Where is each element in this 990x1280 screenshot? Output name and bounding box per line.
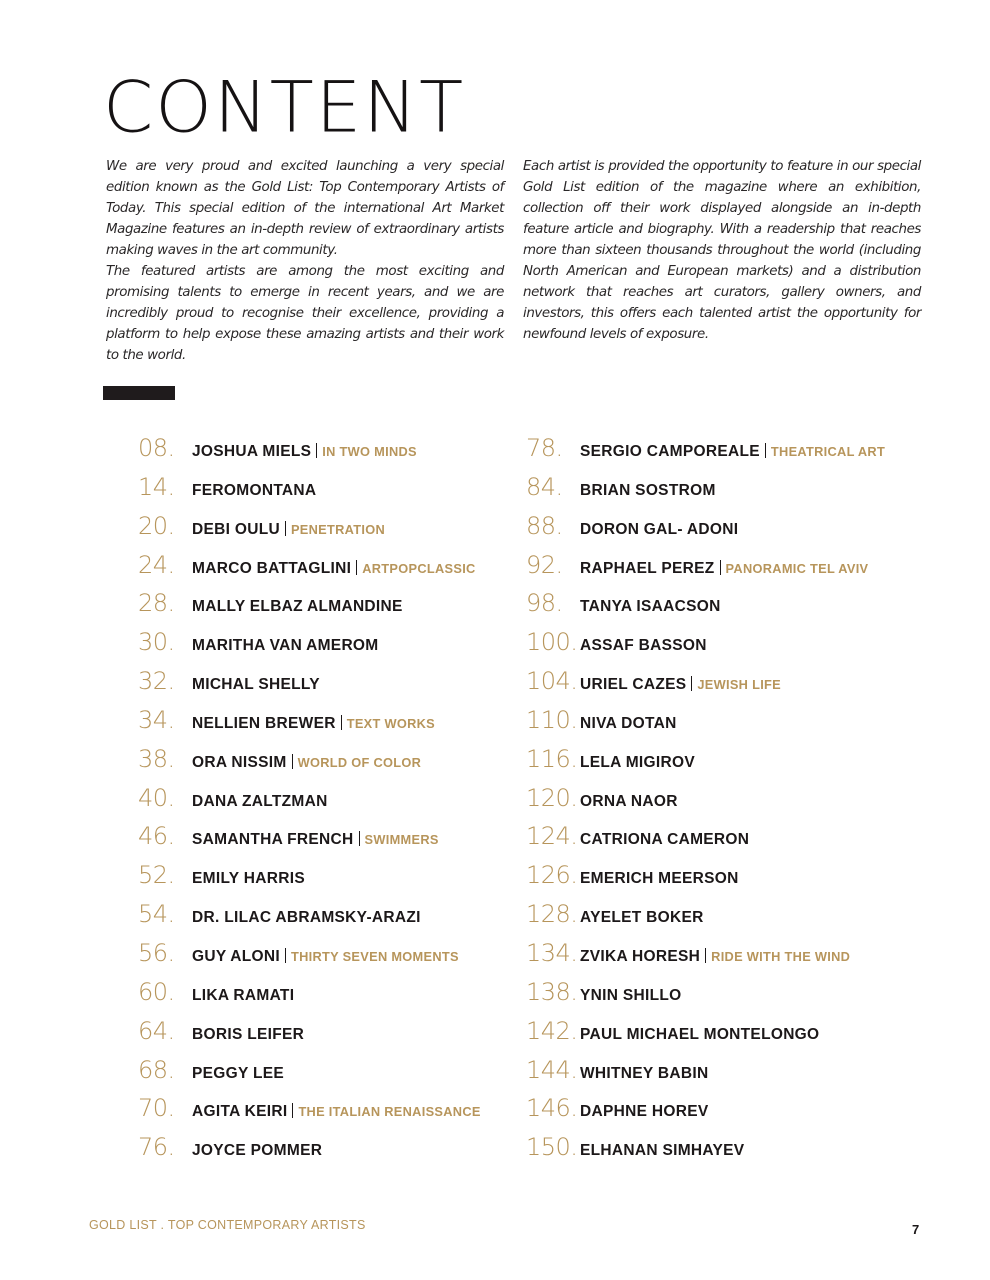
toc-separator <box>316 443 317 458</box>
toc-separator <box>285 521 286 536</box>
page-title: CONTENT <box>103 65 466 149</box>
toc-artist-name: RAPHAEL PEREZ <box>580 559 715 577</box>
toc-page-number: 34. <box>138 705 175 734</box>
toc-artist-name: SAMANTHA FRENCH <box>192 831 354 849</box>
toc-page-number: 78. <box>526 434 563 462</box>
toc-page-number: 68. <box>138 1055 175 1084</box>
toc-artist-name: GUY ALONI <box>192 947 280 965</box>
toc-page-number: 120. <box>526 783 578 812</box>
toc-entry[interactable] <box>526 822 966 861</box>
toc-artist-name: BORIS LEIFER <box>192 1025 305 1043</box>
toc-entry[interactable] <box>526 1094 966 1133</box>
toc-page-number: 146. <box>526 1094 578 1123</box>
toc-entry[interactable] <box>138 1056 578 1095</box>
toc-entry[interactable] <box>138 1094 578 1133</box>
toc-separator <box>691 676 692 691</box>
toc-artist-name: URIEL CAZES <box>580 676 687 694</box>
toc-page-number: 98. <box>526 589 563 618</box>
toc-artist-name: PEGGY LEE <box>192 1064 284 1082</box>
intro-paragraph: We are very proud and excited launching a very special edition known as the Gold List: Top Contemporary Artists of Today. This special edition of the international Art Market Magazine features an in-depth review of extraordinary artists making waves in the art community. <box>106 159 504 258</box>
toc-work-title: PANORAMIC TEL AVIV <box>725 560 869 576</box>
toc-artist-name: BRIAN SOSTROM <box>580 481 716 499</box>
toc-page-number: 40. <box>138 783 175 812</box>
toc-page-number: 144. <box>526 1055 578 1084</box>
toc-work-title: THEATRICAL ART <box>770 444 886 459</box>
toc-page-number: 142. <box>526 1016 578 1045</box>
toc-page-number: 20. <box>138 511 175 540</box>
toc-entry[interactable] <box>526 589 966 628</box>
toc-page-number: 54. <box>138 900 175 929</box>
toc-entry[interactable] <box>138 900 578 939</box>
toc-entry[interactable] <box>138 978 578 1017</box>
toc-separator <box>765 443 766 458</box>
toc-entry[interactable] <box>526 784 966 823</box>
toc-separator <box>341 715 342 730</box>
intro-paragraph: Each artist is provided the opportunity to feature in our special Gold List edition of the magazine where an exhibition, collection off their work displayed alongside an in-depth feature article and biography. With a readership that reaches more than sixteen thousands throughout the world (including North American and European markets) and a distribution network that reaches art curators, gallery owners, and investors, this offers each talented artist the opportunity for newfound levels of exposure. <box>523 159 921 342</box>
toc-artist-name: ASSAF BASSON <box>580 637 707 655</box>
toc-right-column <box>526 434 966 1172</box>
toc-artist-name: SERGIO CAMPOREALE <box>580 443 760 460</box>
toc-page-number: 138. <box>526 977 578 1006</box>
toc-artist-name: ORA NISSIM <box>192 753 287 771</box>
toc-work-title: JEWISH LIFE <box>697 677 782 693</box>
toc-artist-name: LELA MIGIROV <box>580 753 695 771</box>
toc-artist-name: ORNA NAOR <box>580 792 678 810</box>
toc-entry[interactable] <box>138 861 578 900</box>
toc-page-number: 30. <box>138 628 175 657</box>
toc-entry[interactable] <box>138 667 578 706</box>
toc-work-title: SWIMMERS <box>364 832 439 848</box>
toc-entry[interactable] <box>526 628 966 667</box>
toc-entry[interactable] <box>138 473 578 512</box>
toc-work-title: RIDE WITH THE WIND <box>711 948 851 964</box>
toc-artist-name: FEROMONTANA <box>192 481 317 499</box>
toc-work-title: PENETRATION <box>290 521 386 537</box>
toc-artist-name: DEBI OULU <box>192 520 280 538</box>
toc-entry[interactable] <box>526 939 966 978</box>
toc-separator <box>356 560 357 575</box>
toc-artist-name: WHITNEY BABIN <box>580 1064 709 1082</box>
toc-page-number: 52. <box>138 861 175 890</box>
toc-artist-name: MARCO BATTAGLINI <box>192 559 352 577</box>
toc-artist-name: LIKA RAMATI <box>192 986 295 1004</box>
intro-paragraph: The featured artists are among the most exciting and promising talents to emerge in recent years, and we are incredibly proud to recognise their excellence, providing a platform to help expose these amazing artists and their work to the world. <box>106 264 504 363</box>
toc-artist-name: CATRIONA CAMERON <box>580 831 750 849</box>
toc-work-title: THIRTY SEVEN MOMENTS <box>290 948 459 964</box>
toc-work-title: IN TWO MINDS <box>322 444 417 459</box>
toc-page-number: 60. <box>138 977 175 1006</box>
toc-page-number: 46. <box>138 822 175 851</box>
toc-separator <box>285 948 286 963</box>
toc-entry[interactable] <box>138 706 578 745</box>
toc-artist-name: NELLIEN BREWER <box>192 714 336 732</box>
toc-entry[interactable] <box>138 822 578 861</box>
toc-entry[interactable] <box>138 628 578 667</box>
toc-entry[interactable] <box>526 706 966 745</box>
toc-work-title: THE ITALIAN RENAISSANCE <box>298 1104 481 1120</box>
toc-page-number: 116. <box>526 744 578 773</box>
toc-entry[interactable] <box>526 434 966 473</box>
toc-entry[interactable] <box>526 1017 966 1056</box>
toc-entry[interactable] <box>138 512 578 551</box>
toc-artist-name: MARITHA VAN AMEROM <box>192 637 379 655</box>
toc-artist-name: PAUL MICHAEL MONTELONGO <box>580 1025 820 1043</box>
toc-entry[interactable] <box>526 978 966 1017</box>
toc-page-number: 88. <box>526 511 563 540</box>
toc-page-number: 08. <box>138 434 175 462</box>
toc-page-number: 64. <box>138 1016 175 1045</box>
toc-artist-name: EMERICH MEERSON <box>580 870 739 888</box>
toc-page-number: 14. <box>138 472 175 501</box>
toc-work-title: ARTPOPCLASSIC <box>362 560 476 576</box>
toc-page-number: 76. <box>138 1133 175 1162</box>
toc-left-column <box>138 434 578 1172</box>
intro-right-column <box>523 156 921 345</box>
toc-separator <box>705 948 706 963</box>
toc-artist-name: ZVIKA HORESH <box>580 947 701 965</box>
toc-artist-name: DORON GAL- ADONI <box>580 520 739 538</box>
toc-entry[interactable] <box>526 551 966 590</box>
toc-page-number: 84. <box>526 472 563 501</box>
toc-entry[interactable] <box>138 551 578 590</box>
toc-entry[interactable] <box>138 1133 578 1172</box>
toc-artist-name: EMILY HARRIS <box>192 870 305 888</box>
toc-artist-name: JOYCE POMMER <box>192 1142 323 1160</box>
toc-page-number: 126. <box>526 861 578 890</box>
toc-page-number: 124. <box>526 822 578 851</box>
toc-page-number: 24. <box>138 550 175 579</box>
footer-publication-title: GOLD LIST . TOP CONTEMPORARY ARTISTS <box>89 1218 366 1232</box>
toc-artist-name: YNIN SHILLO <box>580 986 682 1004</box>
toc-page-number: 56. <box>138 938 175 967</box>
toc-page-number: 150. <box>526 1133 578 1162</box>
toc-entry[interactable] <box>526 473 966 512</box>
toc-entry[interactable] <box>526 900 966 939</box>
toc-entry[interactable] <box>138 784 578 823</box>
toc-artist-name: DANA ZALTZMAN <box>192 792 328 810</box>
toc-entry[interactable] <box>138 745 578 784</box>
toc-artist-name: DR. LILAC ABRAMSKY-ARAZI <box>192 909 421 927</box>
intro-left-column <box>106 156 504 366</box>
toc-artist-name: MALLY ELBAZ ALMANDINE <box>192 598 403 616</box>
toc-artist-name: MICHAL SHELLY <box>192 676 320 694</box>
toc-entry[interactable] <box>526 861 966 900</box>
toc-separator <box>292 754 293 769</box>
toc-entry[interactable] <box>526 745 966 784</box>
toc-work-title: TEXT WORKS <box>346 715 436 731</box>
toc-artist-name: NIVA DOTAN <box>580 714 677 732</box>
toc-artist-name: ELHANAN SIMHAYEV <box>580 1142 745 1160</box>
toc-page-number: 70. <box>138 1094 175 1123</box>
toc-entry[interactable] <box>526 1056 966 1095</box>
toc-separator <box>292 1103 293 1118</box>
toc-page-number: 128. <box>526 900 578 929</box>
toc-entry[interactable] <box>138 1017 578 1056</box>
toc-artist-name: JOSHUA MIELS <box>192 443 312 460</box>
toc-page-number: 38. <box>138 744 175 773</box>
footer-page-number: 7 <box>912 1222 920 1237</box>
toc-page-number: 92. <box>526 550 563 579</box>
toc-work-title: WORLD OF COLOR <box>297 754 422 770</box>
toc-entry[interactable] <box>526 512 966 551</box>
toc-separator <box>359 831 360 846</box>
toc-page-number: 134. <box>526 938 578 967</box>
toc-entry[interactable] <box>526 667 966 706</box>
toc-artist-name: DAPHNE HOREV <box>580 1103 709 1121</box>
toc-page-number: 104. <box>526 667 578 696</box>
toc-page-number: 32. <box>138 667 175 696</box>
toc-separator <box>720 560 721 575</box>
section-divider-bar <box>103 386 175 400</box>
toc-artist-name: AGITA KEIRI <box>192 1103 288 1121</box>
toc-artist-name: AYELET BOKER <box>580 909 704 927</box>
toc-page-number: 100. <box>526 628 578 657</box>
toc-entry[interactable] <box>138 434 578 473</box>
toc-entry[interactable] <box>138 589 578 628</box>
toc-entry[interactable] <box>138 939 578 978</box>
toc-page-number: 28. <box>138 589 175 618</box>
toc-artist-name: TANYA ISAACSON <box>580 598 721 616</box>
toc-page-number: 110. <box>526 705 578 734</box>
toc-entry[interactable] <box>526 1133 966 1172</box>
